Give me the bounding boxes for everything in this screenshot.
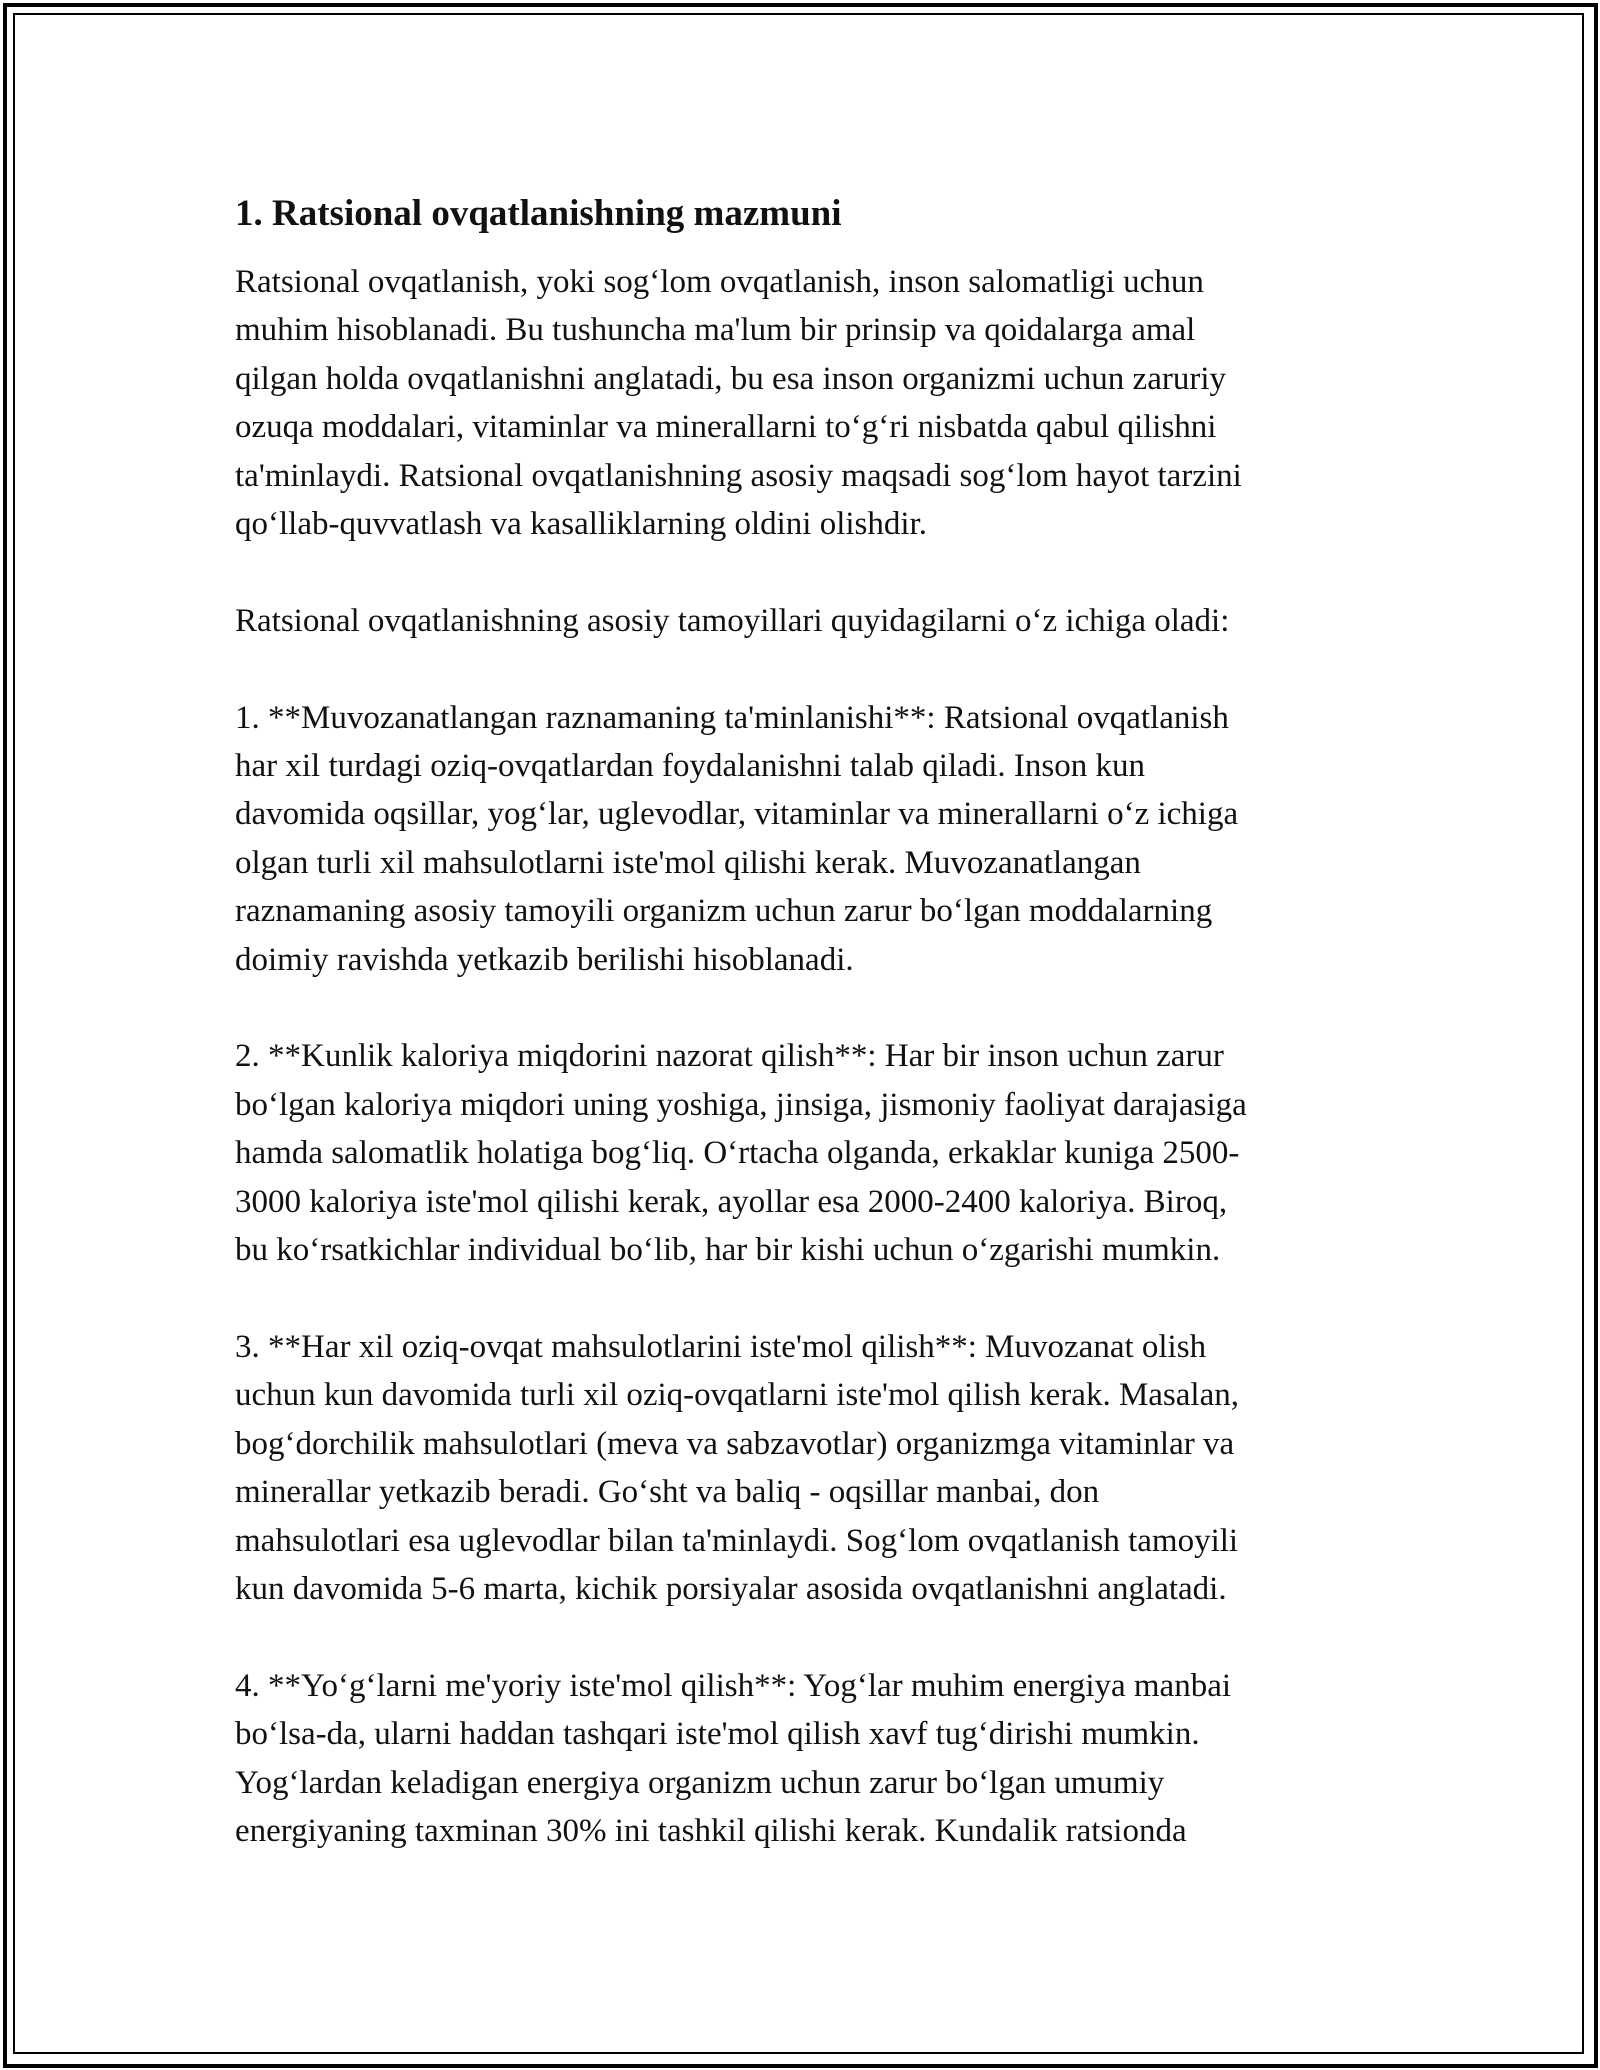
text-line: kun davomida 5-6 marta, kichik porsiyalar asosida ovqatlanishni anglatadi.: [235, 1570, 1227, 1607]
section-heading: 1. Ratsional ovqatlanishning mazmuni: [235, 193, 842, 234]
text-line: bog‘dorchilik mahsulotlari (meva va sabzavotlar) organizmga vitaminlar va: [235, 1425, 1235, 1462]
text-line: qilgan holda ovqatlanishni anglatadi, bu esa inson organizmi uchun zaruriy: [235, 360, 1226, 397]
text-line: olgan turli xil mahsulotlarni iste'mol qilishi kerak. Muvozanatlangan: [235, 844, 1141, 881]
text-line: Ratsional ovqatlanishning asosiy tamoyillari quyidagilarni o‘z ichiga oladi:: [235, 602, 1230, 639]
text-line: raznamaning asosiy tamoyili organizm uchun zarur bo‘lgan moddalarning: [235, 893, 1213, 930]
text-line: bo‘lsa-da, ularni haddan tashqari iste'mol qilish xavf tug‘dirishi mumkin.: [235, 1716, 1200, 1753]
text-line: 3000 kaloriya iste'mol qilishi kerak, ayollar esa 2000-2400 kaloriya. Biroq,: [235, 1183, 1228, 1220]
document-body: [235, 186, 1375, 1904]
paragraphs-container: [235, 258, 1375, 1855]
text-line: 4. **Yo‘g‘larni me'yoriy iste'mol qilish**: Yog‘lar muhim energiya manbai: [235, 1667, 1232, 1704]
text-line: ozuqa moddalari, vitaminlar va minerallarni to‘g‘ri nisbatda qabul qilishni: [235, 409, 1217, 446]
text-line: bu ko‘rsatkichlar individual bo‘lib, har bir kishi uchun o‘zgarishi mumkin.: [235, 1232, 1221, 1269]
text-line: mahsulotlari esa uglevodlar bilan ta'minlaydi. Sog‘lom ovqatlanish tamoyili: [235, 1522, 1239, 1559]
paragraph: [235, 258, 1375, 548]
text-line: minerallar yetkazib beradi. Go‘sht va baliq - oqsillar manbai, don: [235, 1474, 1100, 1511]
text-line: doimiy ravishda yetkazib berilishi hisoblanadi.: [235, 941, 854, 978]
text-line: uchun kun davomida turli xil oziq-ovqatlarni iste'mol qilish kerak. Masalan,: [235, 1377, 1239, 1414]
text-line: hamda salomatlik holatiga bog‘liq. O‘rtacha olganda, erkaklar kuniga 2500-: [235, 1135, 1240, 1172]
paragraph: [235, 1323, 1375, 1613]
text-line: qo‘llab-quvvatlash va kasalliklarning oldini olishdir.: [235, 506, 927, 543]
text-line: Ratsional ovqatlanish, yoki sog‘lom ovqatlanish, inson salomatligi uchun: [235, 264, 1204, 300]
text-line: 3. **Har xil oziq-ovqat mahsulotlarini iste'mol qilish**: Muvozanat olish: [235, 1328, 1207, 1365]
text-line: bo‘lgan kaloriya miqdori uning yoshiga, jinsiga, jismoniy faoliyat darajasiga: [235, 1086, 1247, 1123]
paragraph: [235, 1662, 1375, 1856]
paragraph: [235, 1032, 1375, 1274]
text-line: Yog‘lardan keladigan energiya organizm uchun zarur bo‘lgan umumiy: [235, 1764, 1165, 1801]
paragraph: [235, 694, 1375, 984]
text-line: ta'minlaydi. Ratsional ovqatlanishning asosiy maqsadi sog‘lom hayot tarzini: [235, 457, 1242, 494]
text-line: muhim hisoblanadi. Bu tushuncha ma'lum bir prinsip va qoidalarga amal: [235, 312, 1196, 349]
text-line: 2. **Kunlik kaloriya miqdorini nazorat qilish**: Har bir inson uchun zarur: [235, 1038, 1224, 1075]
text-line: 1. **Muvozanatlangan raznamaning ta'minlanishi**: Ratsional ovqatlanish: [235, 699, 1229, 736]
text-line: energiyaning taxminan 30% ini tashkil qilishi kerak. Kundalik ratsionda: [235, 1812, 1187, 1849]
text-line: davomida oqsillar, yog‘lar, uglevodlar, vitaminlar va minerallarni o‘z ichiga: [235, 796, 1239, 833]
paragraph: [235, 597, 1375, 645]
text-line: har xil turdagi oziq-ovqatlardan foydalanishni talab qiladi. Inson kun: [235, 748, 1146, 785]
